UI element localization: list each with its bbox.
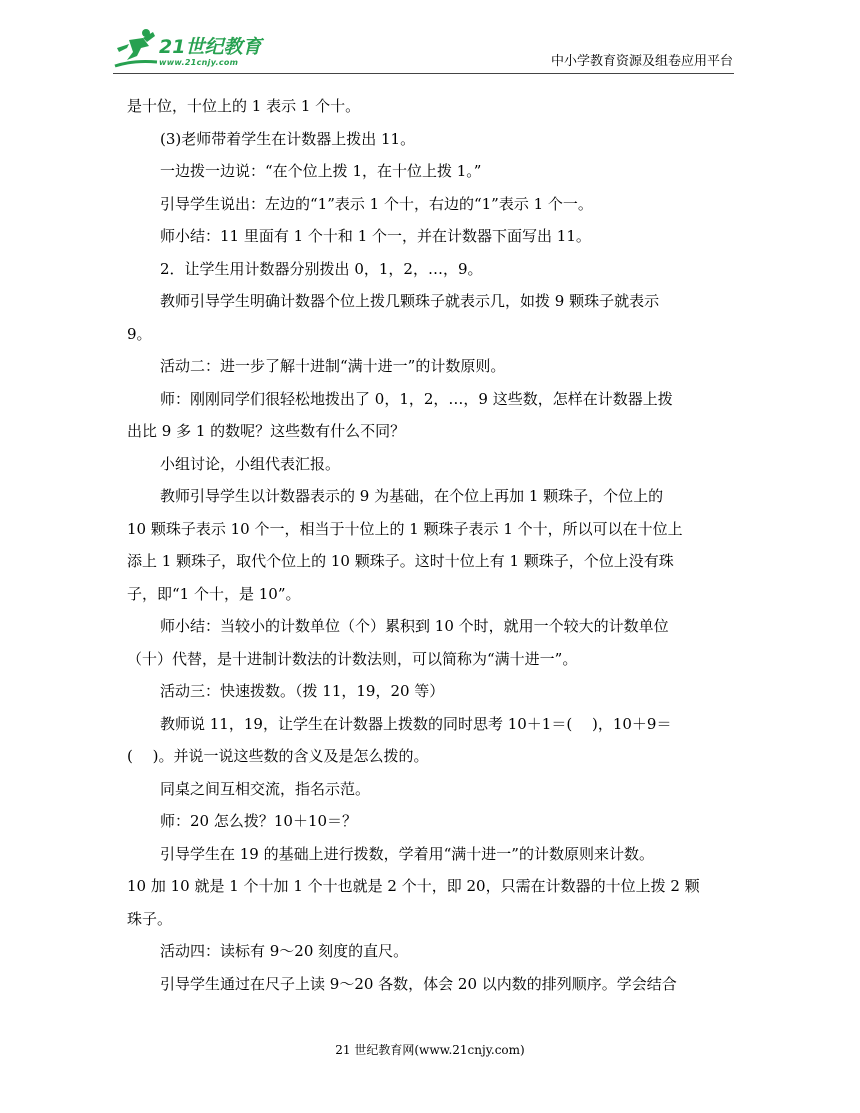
paragraph-line: 10 颗珠子表示 10 个一，相当于十位上的 1 颗珠子表示 1 个十，所以可以在十位上 — [127, 519, 683, 538]
paragraph-line: 2．让学生用计数器分别拨出 0，1，2，…，9。 — [160, 259, 483, 278]
runner-logo-icon — [113, 26, 159, 70]
paragraph-line: 师小结：当较小的计数单位（个）累积到 10 个时，就用一个较大的计数单位 — [160, 617, 669, 635]
paragraph-line: 引导学生说出：左边的“1”表示 1 个十，右边的“1”表示 1 个一。 — [160, 194, 593, 213]
paragraph-line: 师：20 怎么拨？10＋10＝？ — [160, 812, 358, 830]
paragraph-line: 一边拨一边说：“在个位上拨 1，在十位上拨 1。” — [160, 162, 482, 180]
paragraph-line: ( )。并说一说这些数的含义及是怎么拨的。 — [127, 747, 429, 765]
paragraph-line: 教师引导学生明确计数器个位上拨几颗珠子就表示几，如拨 9 颗珠子就表示 — [160, 292, 660, 310]
paragraph-line: 引导学生通过在尺子上读 9～20 各数，体会 20 以内数的排列顺序。学会结合 — [160, 974, 677, 993]
page-footer: 21 世纪教育网(www.21cnjy.com) — [335, 1043, 525, 1057]
paragraph-line: 10 加 10 就是 1 个十加 1 个十也就是 2 个十，即 20，只需在计数器的十位上拨 2 颗 — [127, 877, 700, 895]
paragraph-line: (3)老师带着学生在计数器上拨出 11。 — [160, 129, 416, 148]
paragraph-line: 同桌之间互相交流，指名示范。 — [160, 779, 371, 798]
logo-title: 21世纪教育 — [159, 36, 262, 58]
paragraph-line: 9。 — [127, 324, 152, 343]
paragraph-line: 添上 1 颗珠子，取代个位上的 10 颗珠子。这时十位上有 1 颗珠子，个位上没有珠 — [127, 552, 674, 570]
paragraph-line: 子，即“1 个十，是 10”。 — [127, 584, 301, 603]
paragraph-line: 活动四：读标有 9～20 刻度的直尺。 — [160, 942, 409, 960]
paragraph-line: 师：刚刚同学们很轻松地拨出了 0，1，2，…，9 这些数，怎样在计数器上拨 — [160, 389, 673, 408]
paragraph-line: 教师引导学生以计数器表示的 9 为基础，在个位上再加 1 颗珠子，个位上的 — [160, 487, 664, 505]
header-divider — [113, 73, 734, 74]
paragraph-line: 引导学生在 19 的基础上进行拨数，学着用“满十进一”的计数原则来计数。 — [160, 844, 654, 863]
logo-url[interactable]: www.21cnjy.com — [159, 58, 239, 67]
site-logo[interactable] — [113, 26, 283, 72]
header-tagline: 中小学教育资源及组卷应用平台 — [550, 54, 733, 69]
paragraph-line: 师小结：11 里面有 1 个十和 1 个一，并在计数器下面写出 11。 — [160, 227, 591, 245]
page-header — [0, 0, 860, 80]
paragraph-line: （十）代替，是十进制计数法的计数法则，可以简称为“满十进一”。 — [127, 649, 578, 668]
document-body — [127, 90, 732, 1000]
paragraph-line: 活动二：进一步了解十进制“满十进一”的计数原则。 — [160, 357, 506, 375]
paragraph-line: 是十位，十位上的 1 表示 1 个十。 — [127, 97, 361, 115]
paragraph-line: 教师说 11，19，让学生在计数器上拨数的同时思考 10＋1＝( )，10＋9＝ — [160, 714, 672, 733]
paragraph-line: 出比 9 多 1 的数呢？这些数有什么不同？ — [127, 422, 406, 440]
paragraph-line: 小组讨论，小组代表汇报。 — [160, 454, 341, 473]
paragraph-line: 珠子。 — [127, 909, 173, 928]
paragraph-line: 活动三：快速拨数。（拨 11，19，20 等） — [160, 682, 445, 700]
